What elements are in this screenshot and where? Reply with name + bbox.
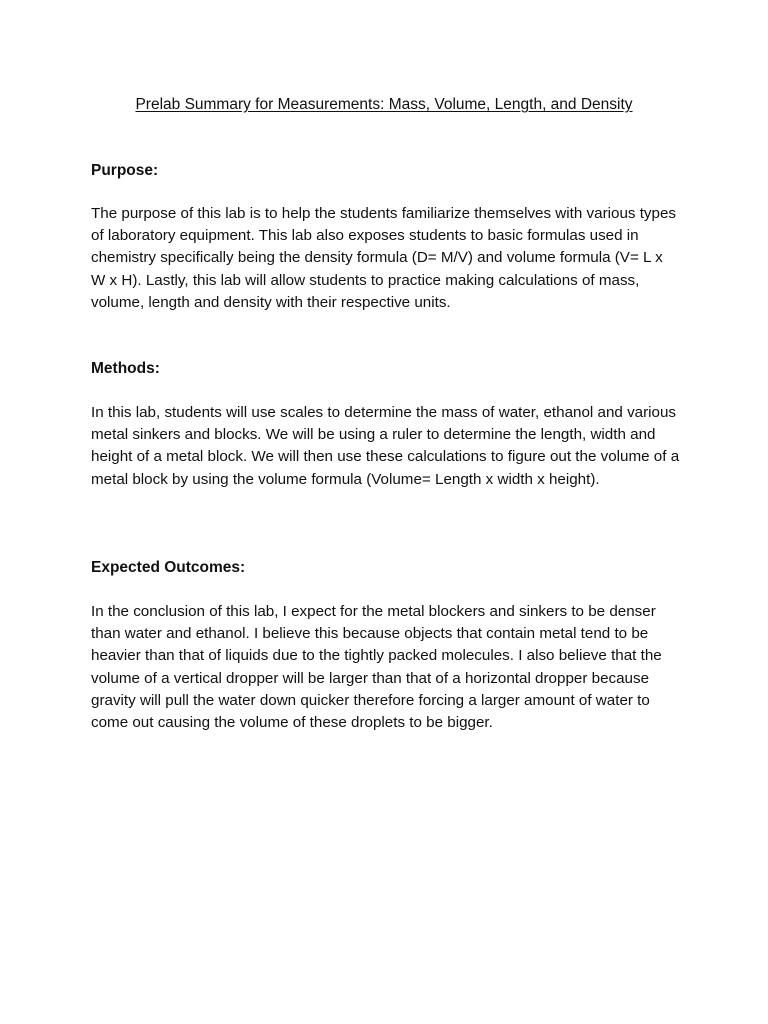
methods-paragraph: In this lab, students will use scales to determine the mass of water, ethanol and various metal sinkers and blocks. We will be using a ruler to determine the length, width and height of a metal block. We will then use these calculations to figure out the volume of a metal block by using the volume formula (Volume= Length x width x height). — [91, 404, 680, 488]
expected-outcomes-paragraph: In the conclusion of this lab, I expect for the metal blockers and sinkers to be denser than water and ethanol. I believe this because objects that contain metal tend to be heavier than that of liquids due to the tightly packed molecules. I also believe that the volume of a vertical dropper will be larger than that of a horizontal dropper because gravity will pull the water down quicker therefore forcing a larger amount of water to come out causing the volume of these droplets to be bigger. — [91, 603, 662, 732]
purpose-paragraph: The purpose of this lab is to help the students familiarize themselves with various types of laboratory equipment. This lab also exposes students to basic formulas used in chemistry specifically being the density formula (D= M/V) and volume formula (V= L x W x H). Lastly, this lab will allow students to practice making calculations of mass, volume, length and density with their respective units. — [91, 205, 677, 311]
expected-outcomes-heading: Expected Outcomes: — [91, 559, 246, 576]
purpose-heading: Purpose: — [91, 162, 159, 179]
document-title: Prelab Summary for Measurements: Mass, Volume, Length, and Density — [135, 96, 633, 113]
methods-heading: Methods: — [91, 360, 160, 377]
